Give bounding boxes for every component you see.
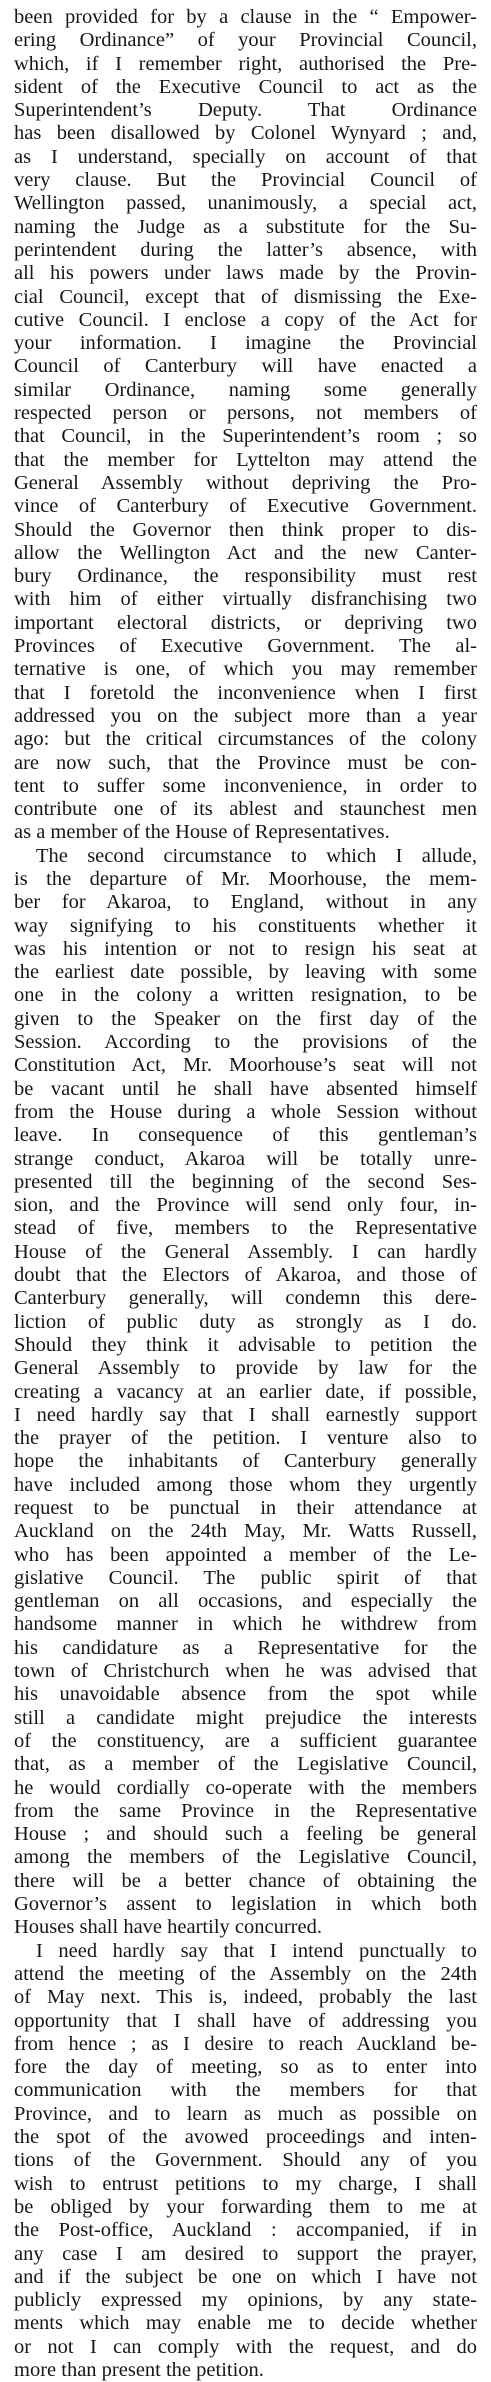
text-line: your information. I imagine the Provincial xyxy=(14,332,477,355)
text-line: House of the General Assembly. I can hardly xyxy=(14,1240,477,1263)
text-line: town of Christchurch when he was advised that xyxy=(14,1660,477,1683)
text-line: stead of five, members to the Representative xyxy=(14,1217,477,1240)
text-line: communication with the members for that xyxy=(14,2079,477,2102)
text-line: The second circumstance to which I allude, xyxy=(36,844,477,867)
text-line: be vacant until he shall have absented himself xyxy=(14,1077,477,1100)
text-line: Should the Governor then think proper to dis- xyxy=(14,518,477,541)
text-line: hope the inhabitants of Canterbury generally xyxy=(14,1450,477,1473)
text-line: I need hardly say that I shall earnestly support xyxy=(14,1403,477,1426)
text-line: with him of either virtually disfranchising two xyxy=(14,588,477,611)
text-line: General Assembly without depriving the Pro- xyxy=(14,471,477,494)
text-line: House ; and should such a feeling be general xyxy=(14,1823,477,1846)
text-line: given to the Speaker on the first day of the xyxy=(14,1007,477,1030)
text-line: ments which may enable me to decide whether xyxy=(14,2312,477,2335)
text-line: Houses shall have heartily concurred. xyxy=(14,1916,322,1939)
text-line: Constitution Act, Mr. Moorhouse’s seat will not xyxy=(14,1054,477,1077)
text-line: very clause. But the Provincial Council of xyxy=(14,169,477,192)
text-line: Should they think it advisable to petition the xyxy=(14,1333,477,1356)
article-paragraph xyxy=(14,6,477,845)
text-line: cial Council, except that of dismissing the Exe- xyxy=(14,285,477,308)
text-line: all his powers under laws made by the Provin- xyxy=(14,262,477,285)
text-line: as a member of the House of Representatives. xyxy=(14,821,390,844)
text-line: addressed you on the subject more than a year xyxy=(14,704,477,727)
text-line: sident of the Executive Council to act as the xyxy=(14,75,477,98)
text-line: have included among those whom they urgently xyxy=(14,1473,477,1496)
text-line: perintendent during the latter’s absence, with xyxy=(14,238,477,261)
text-line: handsome manner in which he withdrew from xyxy=(14,1613,477,1636)
text-line: that I foretold the inconvenience when I first xyxy=(14,681,477,704)
text-line: was his intention or not to resign his seat at xyxy=(14,937,477,960)
text-line: his unavoidable absence from the spot while xyxy=(14,1683,477,1706)
text-line: opportunity that I shall have of addressing you xyxy=(14,2009,477,2032)
text-line: important electoral districts, or depriving two xyxy=(14,611,477,634)
text-line: Governor’s assent to legislation in which both xyxy=(14,1893,477,1916)
text-line: more than present the petition. xyxy=(14,2358,264,2381)
text-line: among the members of the Legislative Council, xyxy=(14,1846,477,1869)
text-line: any case I am desired to support the prayer, xyxy=(14,2242,477,2265)
text-line: liction of public duty as strongly as I do. xyxy=(14,1310,477,1333)
text-line: doubt that the Electors of Akaroa, and those of xyxy=(14,1264,477,1287)
text-line: vince of Canterbury of Executive Government. xyxy=(14,495,477,518)
text-line: as I understand, specially on account of that xyxy=(14,145,477,168)
text-line: gislative Council. The public spirit of that xyxy=(14,1566,477,1589)
text-line: the prayer of the petition. I venture also to xyxy=(14,1427,477,1450)
text-line: there will be a better chance of obtaining the xyxy=(14,1869,477,1892)
text-line: the Post-office, Auckland : accompanied, if in xyxy=(14,2219,477,2242)
text-line: Provinces of Executive Government. The al- xyxy=(14,635,477,658)
text-line: fore the day of meeting, so as to enter into xyxy=(14,2056,477,2079)
text-line: the earliest date possible, by leaving with some xyxy=(14,961,477,984)
text-line: Canterbury generally, will condemn this dere- xyxy=(14,1287,477,1310)
text-line: or not I can comply with the request, and do xyxy=(14,2335,477,2358)
text-line: that the member for Lyttelton may attend the xyxy=(14,448,477,471)
text-line: his candidature as a Representative for the xyxy=(14,1636,477,1659)
article-paragraph xyxy=(14,845,477,1940)
text-line: from hence ; as I desire to reach Auckland be- xyxy=(14,2032,477,2055)
text-line: tent to suffer some inconvenience, in order to xyxy=(14,774,477,797)
text-line: ering Ordinance” of your Provincial Council, xyxy=(14,29,477,52)
text-line: allow the Wellington Act and the new Canter- xyxy=(14,541,477,564)
text-line: ternative is one, of which you may remember xyxy=(14,658,477,681)
text-line: Wellington passed, unanimously, a special act, xyxy=(14,192,477,215)
text-line: leave. In consequence of this gentleman’s xyxy=(14,1124,477,1147)
text-line: one in the colony a written resignation, to be xyxy=(14,984,477,1007)
text-line: publicly expressed my opinions, by any state- xyxy=(14,2289,477,2312)
text-line: ber for Akaroa, to England, without in any xyxy=(14,891,477,914)
text-line: the spot of the avowed proceedings and inten- xyxy=(14,2126,477,2149)
text-line: naming the Judge as a substitute for the Su- xyxy=(14,215,477,238)
text-line: strange conduct, Akaroa will be totally unre- xyxy=(14,1147,477,1170)
text-line: way signifying to his constituents whether it xyxy=(14,914,477,937)
text-line: are now such, that the Province must be con- xyxy=(14,751,477,774)
text-line: which, if I remember right, authorised the Pre- xyxy=(14,52,477,75)
text-line: wish to entrust petitions to my charge, I shall xyxy=(14,2172,477,2195)
article-paragraph xyxy=(14,1940,477,2382)
text-line: from the same Province in the Representative xyxy=(14,1799,477,1822)
text-line: and if the subject be one on which I have not xyxy=(14,2265,477,2288)
text-line: ago: but the critical circumstances of the colony xyxy=(14,728,477,751)
text-line: attend the meeting of the Assembly on the 24th xyxy=(14,1962,477,1985)
text-line: cutive Council. I enclose a copy of the Act for xyxy=(14,308,477,331)
text-line: from the House during a whole Session without xyxy=(14,1100,477,1123)
text-line: Superintendent’s Deputy. That Ordinance xyxy=(14,99,477,122)
text-line: bury Ordinance, the responsibility must rest xyxy=(14,565,477,588)
text-line: contribute one of its ablest and staunchest men xyxy=(14,798,477,821)
text-line: respected person or persons, not members of xyxy=(14,402,477,425)
text-line: Auckland on the 24th May, Mr. Watts Russell, xyxy=(14,1520,477,1543)
text-line: presented till the beginning of the second Ses- xyxy=(14,1170,477,1193)
text-line: been provided for by a clause in the “ Empower- xyxy=(14,6,477,28)
text-line: General Assembly to provide by law for the xyxy=(14,1357,477,1380)
text-line: is the departure of Mr. Moorhouse, the mem- xyxy=(14,867,477,890)
text-line: that, as a member of the Legislative Council, xyxy=(14,1753,477,1776)
text-line: Province, and to learn as much as possible on xyxy=(14,2102,477,2125)
text-line: he would cordially co-operate with the members xyxy=(14,1776,477,1799)
text-line: who has been appointed a member of the Le- xyxy=(14,1543,477,1566)
text-line: Council of Canterbury will have enacted a xyxy=(14,355,477,378)
text-line: I need hardly say that I intend punctually to xyxy=(36,1939,477,1962)
text-line: still a candidate might prejudice the interests xyxy=(14,1706,477,1729)
text-line: of the constituency, are a sufficient guarantee xyxy=(14,1729,477,1752)
text-line: similar Ordinance, naming some generally xyxy=(14,378,477,401)
text-line: tions of the Government. Should any of you xyxy=(14,2149,477,2172)
text-line: has been disallowed by Colonel Wynyard ; and, xyxy=(14,122,477,145)
text-line: Session. According to the provisions of the xyxy=(14,1031,477,1054)
text-line: gentleman on all occasions, and especially the xyxy=(14,1590,477,1613)
text-line: of May next. This is, indeed, probably the last xyxy=(14,1986,477,2009)
text-line: that Council, in the Superintendent’s room ; so xyxy=(14,425,477,448)
text-line: creating a vacancy at an earlier date, if possible, xyxy=(14,1380,477,1403)
text-line: be obliged by your forwarding them to me at xyxy=(14,2195,477,2218)
text-line: sion, and the Province will send only four, in- xyxy=(14,1194,477,1217)
text-line: request to be punctual in their attendance at xyxy=(14,1497,477,1519)
